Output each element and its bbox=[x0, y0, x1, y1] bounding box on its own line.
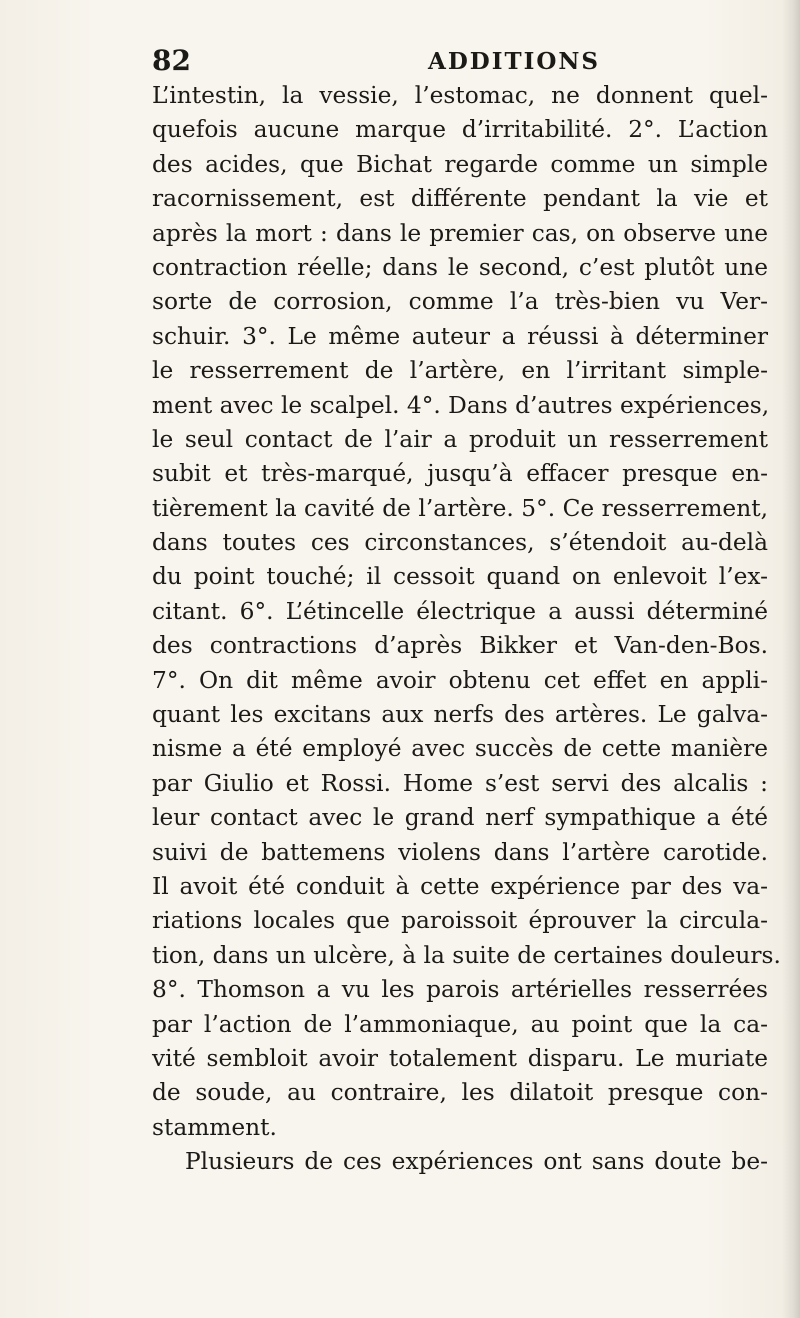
text-line: schuir. 3°. Le même auteur a réussi à déterminer bbox=[152, 322, 768, 350]
text-line: racornissement, est différente pendant la vie et bbox=[152, 185, 768, 213]
text-line: L’intestin, la vessie, l’estomac, ne donnent quel- bbox=[152, 82, 768, 109]
text-line: quefois aucune marque d’irritabilité. 2°. L’action bbox=[152, 116, 768, 144]
body-text bbox=[152, 79, 781, 1180]
text-line: 7°. On dit même avoir obtenu cet effet en appli- bbox=[152, 666, 768, 694]
text-line: dans toutes ces circonstances, s’étendoit au-delà bbox=[152, 529, 768, 557]
text-line: stamment. bbox=[152, 1113, 277, 1141]
text-line: tion, dans un ulcère, à la suite de certaines douleurs. bbox=[152, 941, 781, 969]
page-header bbox=[152, 44, 632, 84]
text-line: de soude, au contraire, les dilatoit presque con- bbox=[152, 1079, 768, 1107]
text-line: quant les excitans aux nerfs des artères. Le galva- bbox=[152, 701, 768, 729]
text-line: le resserrement de l’artère, en l’irritant simple- bbox=[152, 357, 768, 385]
text-line: nisme a été employé avec succès de cette manière bbox=[152, 735, 768, 763]
text-line: des contractions d’après Bikker et Van-den-Bos. bbox=[152, 632, 768, 660]
text-line: après la mort : dans le premier cas, on observe une bbox=[152, 219, 768, 247]
text-line: subit et très-marqué, jusqu’à effacer presque en- bbox=[152, 460, 768, 488]
text-line: des acides, que Bichat regarde comme un simple bbox=[152, 150, 768, 178]
running-head: ADDITIONS bbox=[428, 48, 601, 75]
text-line: sorte de corrosion, comme l’a très-bien vu Ver- bbox=[152, 288, 768, 316]
text-line: vité sembloit avoir totalement disparu. Le muriate bbox=[152, 1044, 768, 1072]
text-line: ment avec le scalpel. 4°. Dans d’autres expériences, bbox=[152, 391, 770, 419]
page-number: 82 bbox=[152, 44, 191, 77]
text-line: citant. 6°. L’étincelle électrique a aussi déterminé bbox=[152, 597, 768, 625]
text-line: tièrement la cavité de l’artère. 5°. Ce resserrement, bbox=[152, 494, 768, 522]
text-line: du point touché; il cessoit quand on enlevoit l’ex- bbox=[152, 563, 768, 591]
text-line: par Giulio et Rossi. Home s’est servi des alcalis : bbox=[152, 769, 768, 797]
text-line: 8°. Thomson a vu les parois artérielles resserrées bbox=[152, 976, 768, 1004]
text-line: Plusieurs de ces expériences ont sans doute be- bbox=[185, 1148, 768, 1176]
text-line: le seul contact de l’air a produit un resserrement bbox=[152, 425, 768, 453]
text-line: suivi de battemens violens dans l’artère carotide. bbox=[152, 838, 768, 866]
text-line: leur contact avec le grand nerf sympathique a été bbox=[152, 804, 768, 832]
text-line: par l’action de l’ammoniaque, au point que la ca- bbox=[152, 1010, 768, 1038]
text-line: contraction réelle; dans le second, c’est plutôt une bbox=[152, 253, 768, 281]
text-line: riations locales que paroissoit éprouver la circula- bbox=[152, 907, 768, 935]
page-edge-shadow bbox=[782, 0, 800, 1318]
text-line: Il avoit été conduit à cette expérience par des va- bbox=[152, 872, 768, 900]
